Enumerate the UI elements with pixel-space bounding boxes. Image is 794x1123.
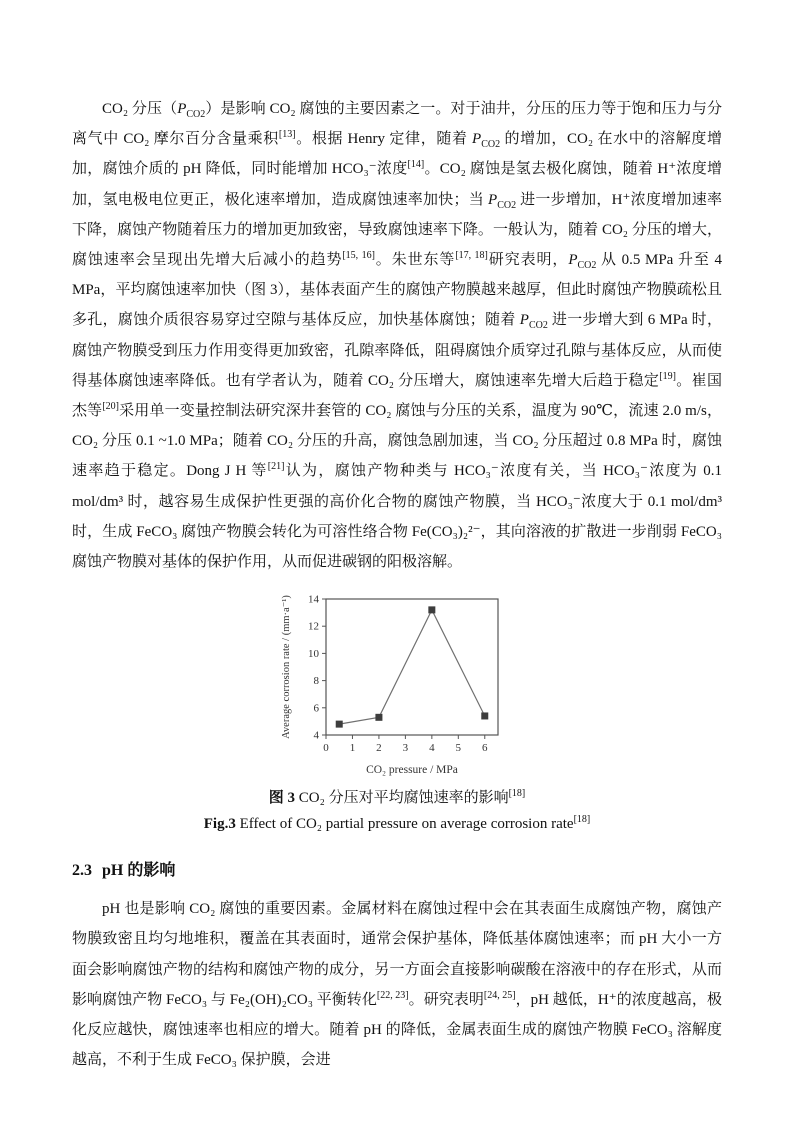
svg-text:8: 8	[313, 675, 319, 688]
svg-text:5: 5	[455, 742, 462, 755]
svg-text:12: 12	[308, 620, 319, 633]
svg-text:2: 2	[376, 742, 382, 755]
paragraph-ph-effect: pH 也是影响 CO₂ 腐蚀的重要因素。金属材料在腐蚀过程中会在其表面生成腐蚀产物，腐蚀产物膜致密且均匀地堆积，覆盖在其表面时，通常会保护基体，降低基体腐蚀速率；而 pH 大小一方面会影响腐蚀产物的结构和腐蚀产物的成分，另一方面会直接影响碳酸在溶液中的存在形式，从而影响腐蚀产物 FeCO₃ 与 Fe₂(OH)₂CO₃ 平衡转化[22, 23]。研究表明[24, 25]，pH 越低，H⁺的浓度越高，极化反应越快，腐蚀速率也相应的增大。随着 pH 的降低，金属表面生成的腐蚀产物膜 FeCO₃ 溶解度越高，不利于生成 FeCO₃ 保护膜，会进	[72, 901, 722, 1069]
svg-text:10: 10	[308, 648, 319, 661]
paragraph-co2-partial-pressure: CO₂ 分压$(P_{CO2})$是影响 CO₂ 腐蚀的主要因素之一。对于油井，分压的压力等于饱和压力与分离气中 CO₂ 摩尔百分含量乘积[13]。根据 Henry 定律，随着 $P_{CO2}$ 的增加，CO₂ 在水中的溶解度增加，腐蚀介质的 pH 降低，同时能增加 HCO₃⁻浓度[14]。CO₂ 腐蚀是氢去极化腐蚀，随着 H⁺浓度增加，氢电极电位更正，极化速率增加，造成腐蚀速率加快；当 $P_{CO2}$ 进一步增加，H⁺浓度增加速率下降，腐蚀产物随着压力的增加更加致密，导致腐蚀速率下降。一般认为，随着 CO₂ 分压的增大，腐蚀速率会呈现出先增大后减小的趋势[15, 16]。朱世东等[17, 18]研究表明，$P_{CO2}$ 从 0.5 MPa 升至 4 MPa，平均腐蚀速率加快（图 3），基体表面产生的腐蚀产物膜越来越厚，但此时腐蚀产物膜疏松且多孔，腐蚀介质很容易穿过空隙与基体反应，加快基体腐蚀；随着 $P_{CO2}$ 进一步增大到 6 MPa 时，腐蚀产物膜受到压力作用变得更加致密，孔隙率降低，阻碍腐蚀介质穿过孔隙与基体反应，从而使得基体腐蚀速率降低。也有学者认为，随着 CO₂ 分压增大，腐蚀速率先增大后趋于稳定[19]。崔国杰等[20]采用单一变量控制法研究深井套管的 CO₂ 腐蚀与分压的关系，温度为 90℃，流速 2.0 m/s，CO₂ 分压 0.1 ~1.0 MPa；随着 CO₂ 分压的升高，腐蚀急剧加速，当 CO₂ 分压超过 0.8 MPa 时，腐蚀速率趋于稳定。Dong J H 等[21]认为，腐蚀产物种类与 HCO₃⁻浓度有关，当 HCO₃⁻浓度为 0.1 mol/dm³ 时，越容易生成保护性更强的高价化合物的腐蚀产物膜，当 HCO₃⁻浓度大于 0.1 mol/dm³ 时，生成 FeCO₃ 腐蚀产物膜会转化为可溶性络合物 Fe(CO₃)₂²⁻，其向溶液的扩散进一步削弱 FeCO₃ 腐蚀产物膜对基体的保护作用，从而促进碳钢的阳极溶解。	[72, 101, 722, 571]
y-axis-label: Average corrosion rate / (mm·a⁻¹)	[281, 595, 292, 740]
svg-text:4: 4	[313, 729, 319, 742]
svg-text:14: 14	[308, 593, 319, 606]
figure-caption-en: Fig.3 Effect of CO₂ partial pressure on average corrosion rate[18]	[203, 814, 591, 833]
svg-text:3: 3	[402, 742, 409, 755]
corrosion-rate-chart	[276, 589, 518, 779]
section-heading-2-3	[72, 857, 722, 880]
figure-caption-cn: 图 3 CO₂ 分压对平均腐蚀速率的影响[18]	[268, 788, 526, 807]
section-number: 2.3	[72, 862, 92, 880]
svg-text:6: 6	[313, 702, 319, 715]
svg-text:0: 0	[323, 742, 329, 755]
svg-text:4: 4	[429, 742, 435, 755]
section-title: pH 的影响	[102, 862, 176, 880]
svg-text:6: 6	[482, 742, 488, 755]
x-axis-label: CO₂ pressure / MPa	[366, 764, 458, 777]
figure-3	[72, 589, 722, 833]
svg-text:1: 1	[349, 742, 356, 755]
